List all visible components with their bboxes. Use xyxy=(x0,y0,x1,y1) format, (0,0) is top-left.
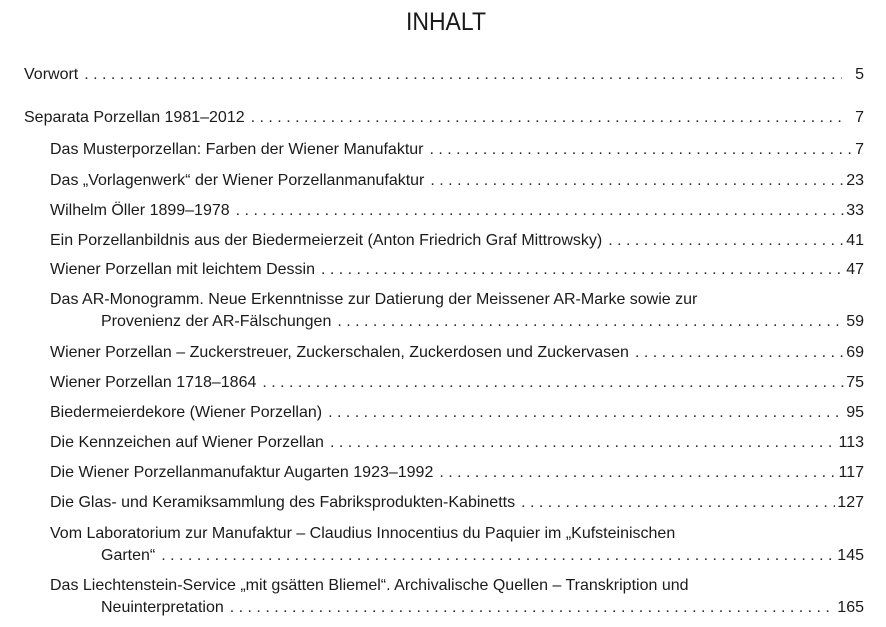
toc-entry-page: 69 xyxy=(846,344,864,361)
dot-leader xyxy=(331,311,844,333)
toc-subentry[interactable] xyxy=(50,432,864,454)
toc-entry-title-line2: Provenienz der AR-Fälschungen xyxy=(101,313,332,330)
toc-entry-title: Das Musterporzellan: Farben der Wiener Manufaktur xyxy=(50,141,424,158)
dot-leader xyxy=(245,107,842,129)
toc-entry-vorwort[interactable] xyxy=(24,64,864,86)
toc-entry-page: 7 xyxy=(855,141,864,158)
toc-subentry[interactable] xyxy=(50,342,864,364)
toc-entry-title-line2: Neuinterpretation xyxy=(101,599,224,616)
toc-entry-title-line1: Das AR-Monogramm. Neue Erkenntnisse zur Datierung der Meissener AR-Marke sowie zur xyxy=(50,291,698,308)
dot-leader xyxy=(629,342,844,364)
dot-leader xyxy=(315,259,844,281)
toc-entry-page: 113 xyxy=(838,434,864,451)
toc-entry-title: Biedermeierdekore (Wiener Porzellan) xyxy=(50,404,323,421)
toc-entry-page: 145 xyxy=(837,547,864,564)
toc-entry-page: 165 xyxy=(837,599,864,616)
dot-leader xyxy=(256,372,844,394)
toc-entry-page: 95 xyxy=(846,404,864,421)
toc-entry-title: Ein Porzellanbildnis aus der Biedermeierzeit (Anton Friedrich Graf Mittrowsky) xyxy=(50,232,603,249)
dot-leader xyxy=(155,545,835,567)
toc-entry-page: 5 xyxy=(855,66,864,83)
toc-subentry[interactable] xyxy=(50,170,864,192)
toc-entry-title: Separata Porzellan 1981–2012 xyxy=(24,109,245,126)
toc-entry-title: Die Kennzeichen auf Wiener Porzellan xyxy=(50,434,324,451)
toc-subentry[interactable] xyxy=(50,372,864,394)
toc-entry-page: 41 xyxy=(846,232,864,249)
toc-entry-page: 7 xyxy=(855,109,864,126)
toc-subentry-multiline[interactable] xyxy=(50,523,864,567)
page-title: INHALT xyxy=(405,8,487,36)
dot-leader xyxy=(78,64,842,86)
dot-leader xyxy=(224,597,836,619)
toc-entry-page: 117 xyxy=(838,464,864,481)
dot-leader xyxy=(424,170,844,192)
toc-entry-page: 23 xyxy=(846,172,864,189)
toc-subentry[interactable] xyxy=(50,139,864,161)
toc-entry-separata[interactable] xyxy=(24,107,864,129)
toc-entry-title: Das „Vorlagenwerk“ der Wiener Porzellanmanufaktur xyxy=(50,172,425,189)
toc-subentry-multiline[interactable] xyxy=(50,289,864,333)
toc-entry-title: Die Wiener Porzellanmanufaktur Augarten 1923–1992 xyxy=(50,464,434,481)
toc-entry-title: Wiener Porzellan 1718–1864 xyxy=(50,374,257,391)
toc-subentry[interactable] xyxy=(50,492,864,514)
toc-subentry[interactable] xyxy=(50,230,864,252)
dot-leader xyxy=(433,462,836,484)
toc-entry-page: 59 xyxy=(846,313,864,330)
dot-leader xyxy=(322,402,844,424)
toc-entry-title: Wilhelm Öller 1899–1978 xyxy=(50,202,230,219)
dot-leader xyxy=(602,230,844,252)
dot-leader xyxy=(324,432,837,454)
toc-subentry[interactable] xyxy=(50,402,864,424)
toc-entry-title: Die Glas- und Keramiksammlung des Fabriksprodukten-Kabinetts xyxy=(50,494,516,511)
toc-entry-title-line1: Vom Laboratorium zur Manufaktur – Claudius Innocentius du Paquier im „Kufsteinischen xyxy=(50,525,676,542)
toc-entry-title: Wiener Porzellan – Zuckerstreuer, Zuckerschalen, Zuckerdosen und Zuckervasen xyxy=(50,344,629,361)
toc-entry-page: 33 xyxy=(846,202,864,219)
toc-subentry[interactable] xyxy=(50,462,864,484)
dot-leader xyxy=(230,200,845,222)
toc-entry-title: Wiener Porzellan mit leichtem Dessin xyxy=(50,261,315,278)
toc-entry-title: Vorwort xyxy=(24,66,79,83)
toc-subentry-multiline[interactable] xyxy=(50,575,864,619)
dot-leader xyxy=(515,492,835,514)
toc-entry-page: 47 xyxy=(846,261,864,278)
toc-entry-page: 127 xyxy=(837,494,864,511)
dot-leader xyxy=(424,139,854,161)
toc-entry-title-line1: Das Liechtenstein-Service „mit gsätten Bliemel“. Archivalische Quellen – Transkription und xyxy=(50,577,689,594)
toc-subentry[interactable] xyxy=(50,200,864,222)
toc-entry-page: 75 xyxy=(846,374,864,391)
toc-entry-title-line2: Garten“ xyxy=(101,547,156,564)
toc-subentry[interactable] xyxy=(50,259,864,281)
